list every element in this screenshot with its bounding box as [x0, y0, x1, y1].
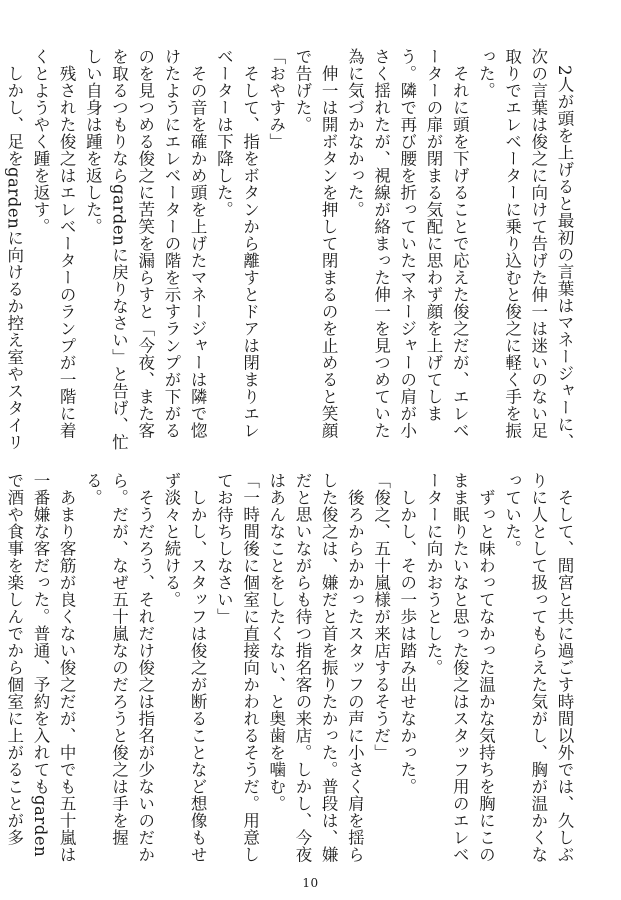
narration-paragraph: あまり客筋が良くない俊之だが、中でも五十嵐は一番嫌な客だった。普通、予約を入れてもgardenで酒や食事を楽しんでから個室に上がることが多 [4, 472, 77, 863]
narration-paragraph: 2人が頭を上げると最初の言葉はマネージャーに、次の言葉は俊之に向けて告げた伸一は迷いのない足取りでエレベーターに乗り込むと俊之に軽く手を振った。 [476, 48, 574, 450]
page-number: 10 [302, 876, 319, 890]
narration-paragraph: 伸一は開ボタンを押して閉まるのを止めると笑顔で告げた。 [292, 48, 339, 439]
narration-paragraph: しかし、スタッフは俊之が断ることなど想像もせず淡々と続ける。 [161, 472, 208, 863]
dialogue-line: 「一時間後に個室に直接向かわれるそうだ。用意してお待ちしなさい」 [214, 472, 260, 863]
dialogue-line: 「俊之、五十嵐様が来店するそうだ」 [371, 472, 391, 761]
upper-text-block [4, 48, 577, 453]
narration-paragraph: そうだろう、それだけ俊之は指名が少ないのだから。だが、なぜ五十嵐なのだろうと俊之は手を握る。 [83, 472, 155, 863]
dialogue-line: 「おやすみ」 [266, 48, 286, 150]
narration-paragraph: 残された俊之はエレベーターのランプが一階に着くとようやく踵を返す。 [30, 48, 77, 439]
narration-paragraph: ずっと味わってなかった温かな気持ちを胸にこのまま眠りたいなと思った俊之はスタッフ用のエレベーターに向かおうとした。 [423, 472, 496, 863]
narration-paragraph: しかし、その一歩は踏み出せなかった。 [397, 488, 417, 795]
lower-text-block [4, 472, 577, 867]
narration-paragraph: その音を確かめ頭を上げたマネージャーは隣で惚けたようにエレベーターの階を示すランプが下がるのを見つめる俊之に苦笑を漏らすと「今夜、また客を取るつもりならgardenに戻りなさい」と告げ、忙しい自身は踵を返した。 [83, 48, 208, 451]
narration-paragraph: そして、間宮と共に過ごす時間以外では、久しぶりに人として扱ってもらえた気がし、胸が温かくなっていた。 [502, 472, 574, 863]
narration-paragraph: しかし、足をgardenに向けるか控え室やスタイリ [4, 64, 24, 450]
narration-paragraph: それに頭を下げることで応えた俊之だが、エレベーターの扉が閉まる気配に思わず顔を上げてしまう。隣で再び腰を折っていたマネージャーの肩が小さく揺れたが、視線が絡まった伸一を見つめていた為に気づかなかった。 [345, 48, 470, 439]
narration-paragraph: 後ろからかかったスタッフの声に小さく肩を揺らした俊之は、嫌だと首を振りたかった。普段は、嫌だと思いながらも待つ指名客の来店。しかし、今夜はあんなことをしたくない、と奥歯を噛む。 [266, 472, 365, 863]
narration-paragraph: そして、指をボタンから離すとドアは閉まりエレベーターは下降した。 [214, 48, 260, 439]
